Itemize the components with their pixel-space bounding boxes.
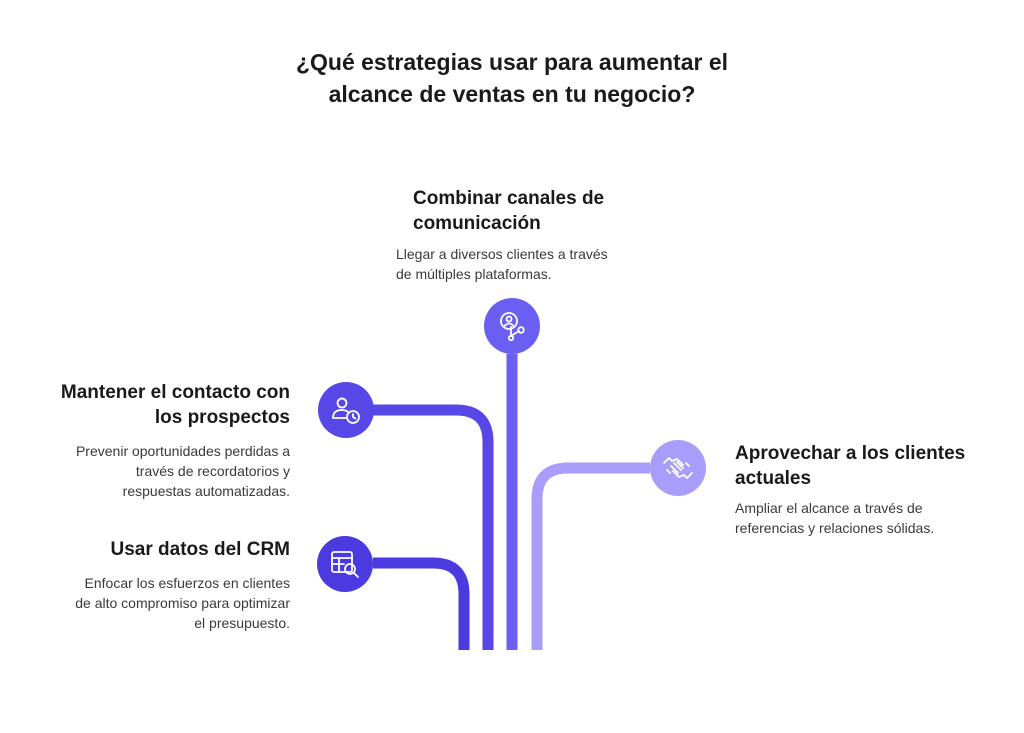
desc-crm-line3: el presupuesto.: [194, 615, 290, 631]
desc-mantener-line3: respuestas automatizadas.: [122, 483, 290, 499]
heading-mantener: [40, 380, 290, 430]
heading-combinar-line1: Combinar canales de: [413, 188, 605, 209]
connector-mantener: [373, 410, 488, 650]
handshake-icon: [650, 440, 706, 496]
desc-mantener: [40, 441, 290, 501]
heading-aprovechar-line1: Aprovechar a los clientes: [735, 443, 966, 464]
desc-combinar-line1: Llegar a diversos clientes a través: [396, 246, 608, 262]
desc-crm: [40, 573, 290, 633]
desc-crm-line1: Enfocar los esfuerzos en clientes: [84, 575, 290, 591]
connector-crm: [373, 563, 464, 650]
desc-combinar: [396, 244, 608, 284]
heading-aprovechar-line2: actuales: [735, 468, 812, 489]
heading-combinar: [413, 186, 604, 236]
heading-combinar-line2: comunicación: [413, 213, 541, 234]
heading-crm-line1: Usar datos del CRM: [110, 539, 290, 560]
heading-mantener-line1: Mantener el contacto con: [60, 382, 290, 403]
person-network-icon: [484, 298, 540, 354]
desc-combinar-line2: de múltiples plataformas.: [396, 266, 552, 282]
title-line-1: ¿Qué estrategias usar para aumentar el: [295, 49, 729, 75]
heading-crm: [40, 537, 290, 562]
desc-aprovechar: [735, 498, 934, 538]
title-line-2: alcance de ventas en tu negocio?: [328, 81, 696, 107]
desc-crm-line2: de alto compromiso para optimizar: [75, 595, 290, 611]
desc-aprovechar-line1: Ampliar el alcance a través de: [735, 500, 923, 516]
desc-mantener-line2: través de recordatorios y: [135, 463, 290, 479]
heading-aprovechar: [735, 441, 965, 491]
connector-aprovechar: [537, 468, 650, 650]
desc-mantener-line1: Prevenir oportunidades perdidas a: [75, 443, 290, 459]
desc-aprovechar-line2: referencias y relaciones sólidas.: [735, 520, 935, 536]
heading-mantener-line2: los prospectos: [154, 407, 290, 428]
table-search-icon: [317, 536, 373, 592]
person-clock-icon: [318, 382, 374, 438]
